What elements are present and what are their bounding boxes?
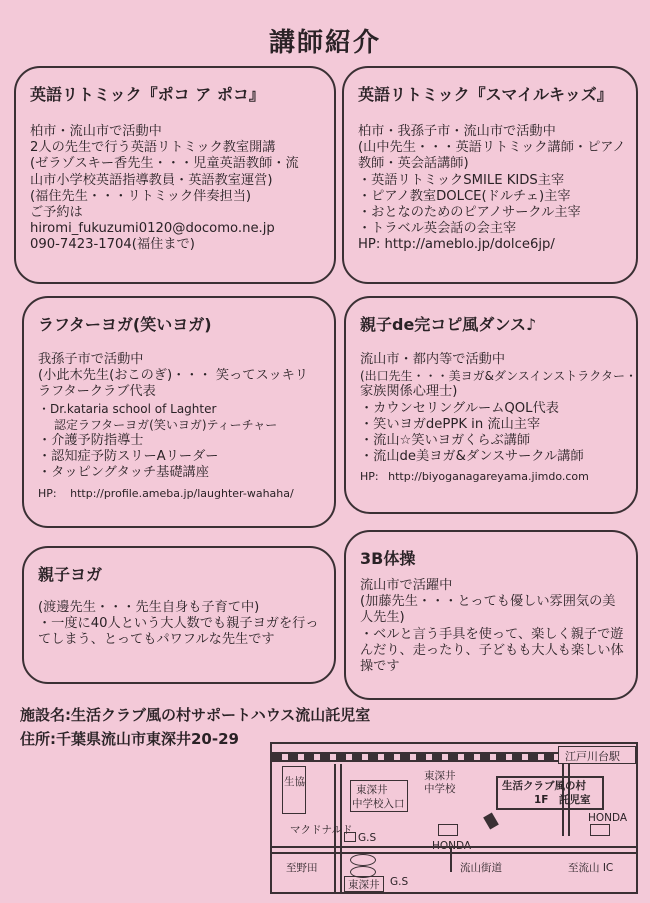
page-title: 講師紹介	[268, 28, 381, 58]
box-line: ・英語リトミックSMILE KIDS主宰	[358, 172, 565, 188]
box-line: ・おとなのためのピアノサークル主宰	[358, 205, 581, 221]
gs-box	[344, 832, 356, 842]
box-line: 山市小学校英語指導教員・英語教室運営)	[30, 172, 273, 188]
box-line: 我孫子市で活動中	[38, 352, 144, 367]
facility-label: 生活クラブ風の村	[502, 780, 586, 792]
box-line: 家族関係心理士)	[360, 384, 458, 400]
honda-box	[438, 824, 458, 836]
hp-label: HP:	[38, 486, 57, 500]
facility-label: 1F 託児室	[534, 794, 591, 806]
facility-address: 住所:千葉県流山市東深井20-29	[20, 730, 239, 748]
box-line: 流山市で活躍中	[360, 578, 453, 593]
box-title: 英語リトミック『ポコ ア ポコ』	[30, 85, 265, 104]
facility-name: 施設名:生活クラブ風の村サポートハウス流山託児室	[20, 706, 371, 724]
box-line: 教師・英会話講師)	[358, 156, 469, 172]
email-link[interactable]: hiromi_fukuzumi0120@docomo.ne.jp	[30, 221, 275, 237]
box-line: ・介護予防指導士	[38, 433, 144, 449]
box-line: 2人の先生で行う英語リトミック教室開講	[30, 140, 276, 156]
box-line: (小此木先生(おこのぎ)・・・ 笑ってスッキリ	[38, 368, 309, 384]
box-line: 流山市・都内等で活動中	[360, 352, 506, 367]
honda-label: HONDA	[588, 812, 628, 824]
box-line: ・ベルと言う手具を使って、楽しく親子で遊	[360, 626, 624, 642]
hp-label: HP:	[360, 470, 379, 484]
box-line: ・認知症予防スリーAリーダー	[38, 449, 219, 465]
box-title: 英語リトミック『スマイルキッズ』	[358, 85, 613, 104]
box-line: (出口先生・・・美ヨガ&ダンスインストラクター・	[360, 369, 637, 384]
station-label: 江戸川台駅	[565, 750, 620, 763]
school-entrance-label: 東深井	[356, 784, 388, 796]
box-line: (加藤先生・・・とっても優しい雰囲気の美	[360, 594, 616, 610]
box-line: ・タッピングタッチ基礎講座	[38, 465, 209, 481]
homepage-link[interactable]: HP: http://ameblo.jp/dolce6jp/	[358, 237, 555, 253]
box-line: (渡邊先生・・・先生自身も子育て中)	[38, 600, 260, 615]
coop-label: 生協	[284, 776, 305, 788]
box-line: ・流山de美ヨガ&ダンスサークル講師	[360, 449, 584, 465]
box-line: ・流山☆笑いヨガくらぶ講師	[360, 433, 531, 449]
box-title: ラフターヨガ(笑いヨガ)	[38, 315, 212, 334]
3b-taiso-box	[344, 530, 638, 700]
box-line: (山中先生・・・英語リトミック講師・ピアノ	[358, 140, 626, 156]
to-noda-label: 至野田	[286, 862, 318, 874]
box-line: てしまう、とってもパワフルな先生です	[38, 632, 275, 648]
poco-a-poco-box	[14, 66, 336, 284]
box-title: 親子ヨガ	[38, 565, 103, 584]
homepage-link[interactable]: http://profile.ameba.jp/laughter-wahaha/	[70, 486, 294, 500]
box-line: (ゼラゾスキー香先生・・・児童英語教師・流	[30, 156, 299, 172]
box-line: ・笑いヨガdePPK in 流山主宰	[360, 416, 541, 432]
to-nagareyama-ic-label: 至流山 IC	[568, 862, 614, 874]
honda-box	[590, 824, 610, 836]
gs-label: G.S	[390, 876, 409, 888]
access-map	[270, 742, 638, 894]
higashifukai-label: 東深井	[348, 879, 380, 891]
box-line: ・Dr.kataria school of Laghter	[38, 401, 217, 416]
box-line: ・カウンセリングルームQOL代表	[360, 400, 559, 416]
box-title: 親子de完コピ風ダンス♪	[360, 315, 537, 334]
box-line: ・ピアノ教室DOLCE(ドルチェ)主宰	[358, 188, 571, 204]
box-line: 人先生)	[360, 610, 405, 626]
box-title: 3B体操	[360, 549, 416, 568]
box-line: (福住先生・・・リトミック伴奏担当)	[30, 188, 252, 204]
box-line: ラフタークラブ代表	[38, 384, 156, 400]
box-line: んだり、走ったり、子どもも大人も楽しい体	[360, 642, 624, 658]
road	[450, 848, 452, 872]
box-line: 認定ラフターヨガ(笑いヨガ)ティーチャー	[54, 417, 278, 432]
railway-line	[272, 752, 558, 762]
school-label: 東深井	[424, 770, 456, 782]
smile-kids-box	[342, 66, 638, 284]
station-box	[558, 746, 636, 764]
box-line: ご予約は	[30, 205, 83, 221]
school-entrance-label: 中学校入口	[352, 798, 405, 810]
intersection-oval	[350, 854, 376, 866]
box-line: ・トラベル英会話の会主宰	[358, 221, 517, 237]
nagareyama-kaido-road	[272, 852, 636, 854]
box-line: 柏市・我孫子市・流山市で活動中	[358, 124, 556, 139]
nagareyama-kaido-label: 流山街道	[460, 862, 502, 874]
box-line: ・一度に40人という大人数でも親子ヨガを行っ	[38, 616, 319, 632]
facility-marker	[483, 812, 499, 829]
dance-box	[344, 296, 638, 514]
mcdonalds-label: マクドナルド	[290, 824, 353, 836]
gs-label: G.S	[358, 832, 377, 844]
box-line: 操です	[360, 659, 400, 675]
school-label: 中学校	[424, 783, 456, 795]
box-line: 柏市・流山市で活動中	[30, 124, 162, 139]
phone-number: 090-7423-1704(福住まで)	[30, 237, 195, 253]
nagareyama-kaido-road	[272, 846, 636, 848]
oyako-yoga-box	[22, 546, 336, 684]
homepage-link[interactable]: http://biyoganagareyama.jimdo.com	[388, 470, 589, 484]
laughter-yoga-box	[22, 296, 336, 528]
